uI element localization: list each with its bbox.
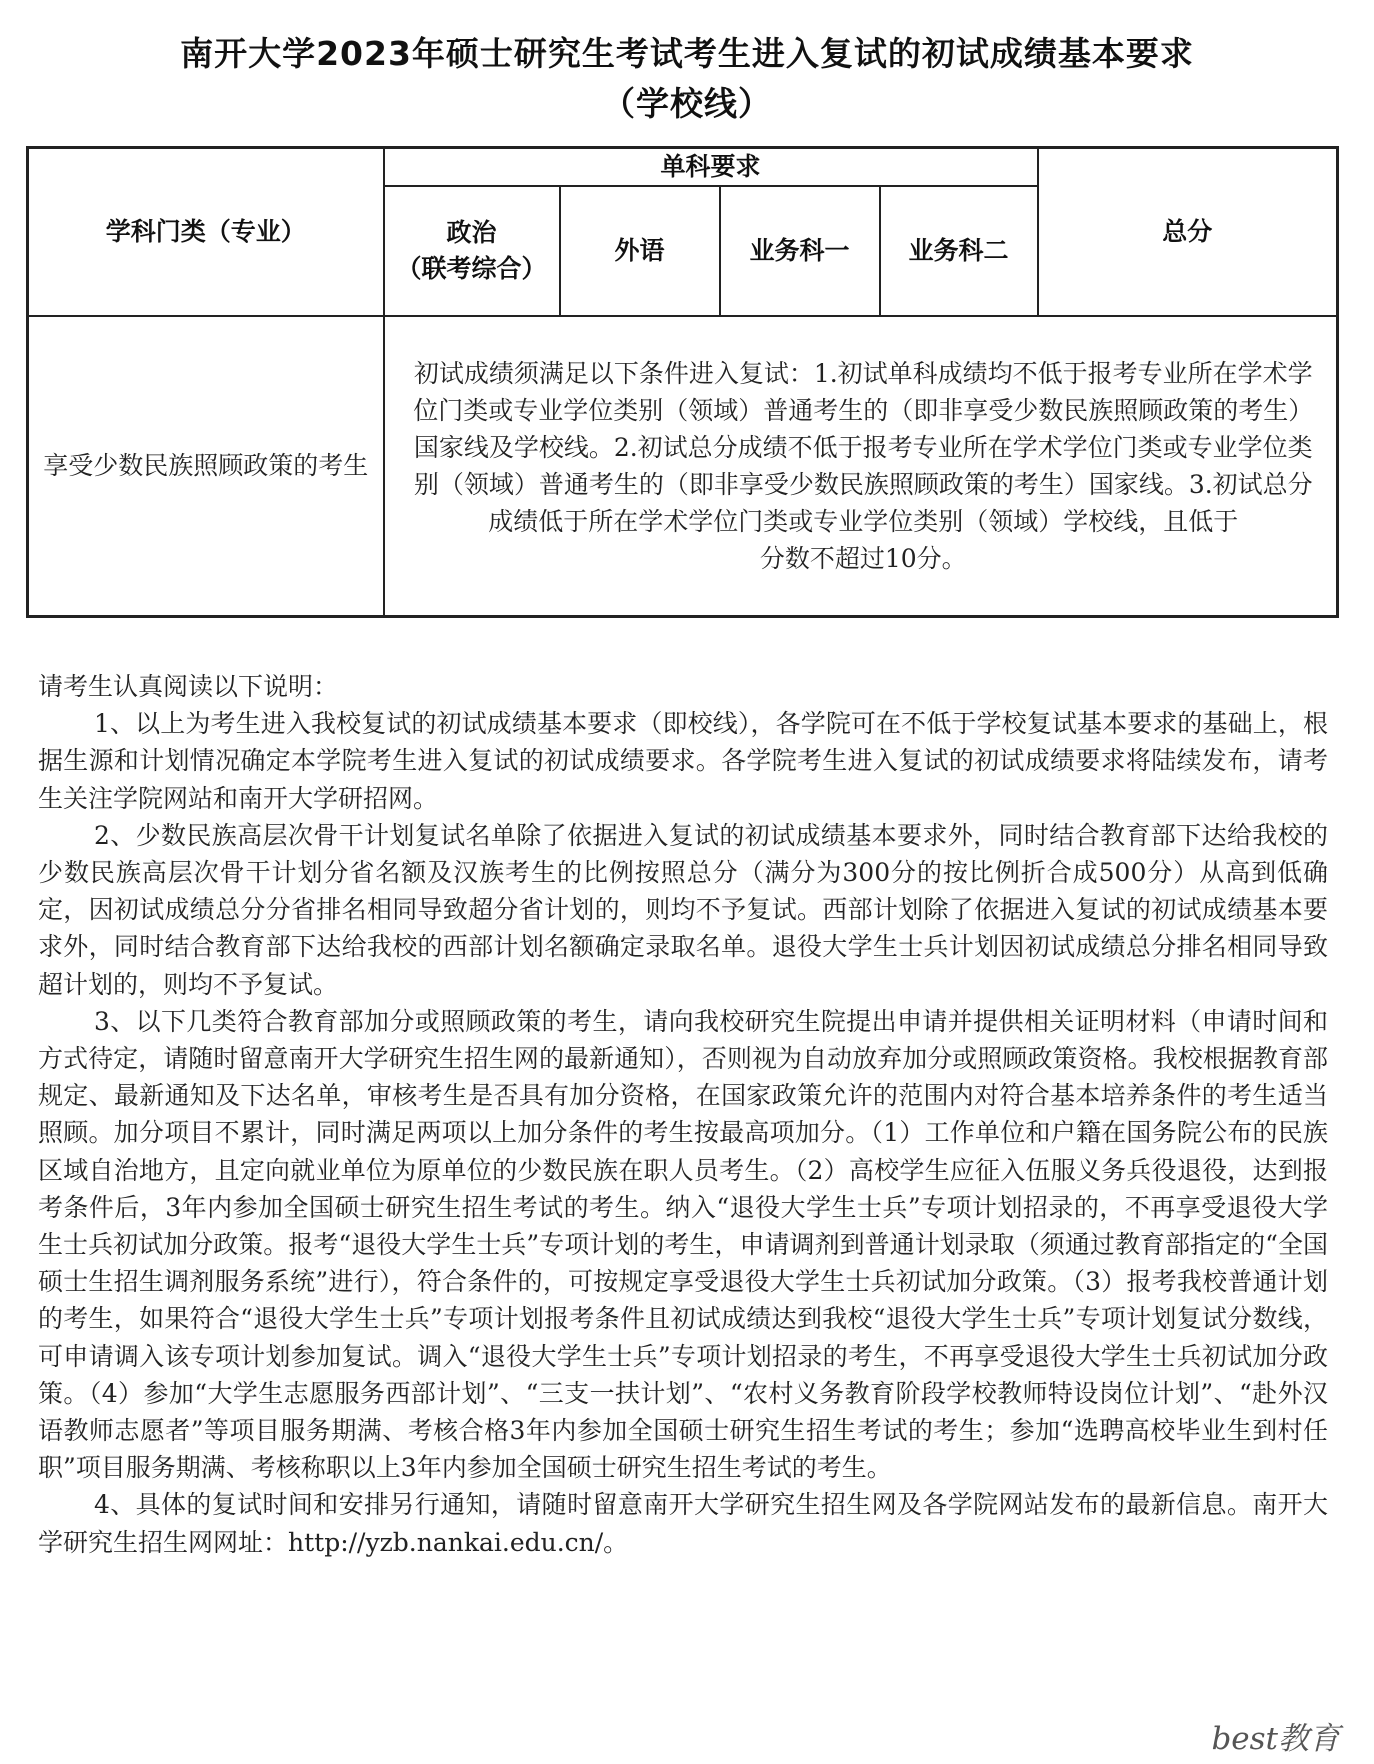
- watermark: best教育: [1211, 1721, 1340, 1757]
- note-item-2: 2、少数民族高层次骨干计划复试名单除了依据进入复试的初试成绩基本要求外，同时结合教育部下达给我校的少数民族高层次骨干计划分省名额及汉族考生的比例按照总分（满分为300分的按比例折合成500分）从高到低确定，因初试成绩总分分省排名相同导致超分省计划的，则均不予复试。西部计划除了依据进入复试的初试成绩基本要求外，同时结合教育部下达给我校的西部计划名额确定录取名单。退役大学生士兵计划因初试成绩总分排名相同导致超计划的，则均不予复试。: [38, 820, 1328, 999]
- note-item-3: 3、以下几类符合教育部加分或照顾政策的考生，请向我校研究生院提出申请并提供相关证明材料（申请时间和方式待定，请随时留意南开大学研究生招生网的最新通知），否则视为自动放弃加分或照顾政策资格。我校根据教育部规定、最新通知及下达名单，审核考生是否具有加分资格，在国家政策允许的范围内对符合基本培养条件的考生适当照顾。加分项目不累计，同时满足两项以上加分条件的考生按最高项加分。（1）工作单位和户籍在国务院公布的民族区域自治地方，且定向就业单位为原单位的少数民族在职人员考生。（2）高校学生应征入伍服义务兵役退役，达到报考条件后，3年内参加全国硕士研究生招生考试的考生。纳入“退役大学生士兵”专项计划招录的，不再享受退役大学生士兵初试加分政策。报考“退役大学生士兵”专项计划的考生，申请调剂到普通计划录取（须通过教育部指定的“全国硕士生招生调剂服务系统”进行），符合条件的，可按规定享受退役大学生士兵初试加分政策。（3）报考我校普通计划的考生，如果符合“退役大学生士兵”专项计划报考条件且初试成绩达到我校“退役大学生士兵”专项计划复试分数线，可申请调入该专项计划参加复试。调入“退役大学生士兵”专项计划招录的考生，不再享受退役大学生士兵初试加分政策。（4）参加“大学生志愿服务西部计划”、“三支一扶计划”、“农村义务教育阶段学校教师特设岗位计划”、“赴外汉语教师志愿者”等项目服务期满、考核合格3年内参加全国硕士研究生招生考试的考生；参加“选聘高校毕业生到村任职”项目服务期满、考核称职以上3年内参加全国硕士研究生招生考试的考生。: [38, 1006, 1328, 1483]
- category-cell: 享受少数民族照顾政策的考生: [28, 316, 384, 616]
- politics-label: 政治: [446, 218, 497, 247]
- foreign-language-header: 外语: [560, 186, 720, 316]
- condition-text: 初试成绩须满足以下条件进入复试：1.初试单科成绩均不低于报考专业所在学术学位门类或专业学位类别（领域）普通考生的（即非享受少数民族照顾政策的考生）国家线及学校线。2.初试总分成绩不低于报考专业所在学术学位门类或专业学位类别（领域）普通考生的（即非享受少数民族照顾政策的考生）国家线。3.初试总分成绩低于所在学术学位门类或专业学位类别（领域）学校线，且低于: [413, 358, 1314, 536]
- major-course-1-header: 业务科一: [720, 186, 880, 316]
- subject-header: 学科门类（专业）: [28, 148, 384, 317]
- requirements-table: [26, 146, 1339, 618]
- page-title: 南开大学2023年硕士研究生考试考生进入复试的初试成绩基本要求: [180, 34, 1194, 73]
- total-header: 总分: [1038, 148, 1338, 317]
- note-item-1: 1、以上为考生进入我校复试的初试成绩基本要求（即校线），各学院可在不低于学校复试基本要求的基础上，根据生源和计划情况确定本学院考生进入复试的初试成绩要求。各学院考生进入复试的初试成绩要求将陆续发布，请考生关注学院网站和南开大学研招网。: [38, 709, 1328, 813]
- notes-section: [38, 668, 1328, 1561]
- condition-cell: [384, 316, 1338, 616]
- politics-header: [384, 186, 560, 316]
- condition-end-text: 分数不超过10分。: [759, 543, 967, 573]
- single-subject-header: 单科要求: [384, 148, 1038, 187]
- politics-sublabel: （联考综合）: [396, 254, 547, 283]
- notes-intro: 请考生认真阅读以下说明：: [38, 672, 339, 701]
- note-item-4: 4、具体的复试时间和安排另行通知，请随时留意南开大学研究生招生网及各学院网站发布的最新信息。南开大学研究生招生网网址：http://yzb.nankai.edu.cn/。: [38, 1490, 1328, 1557]
- page-subtitle: （学校线）: [602, 84, 772, 123]
- major-course-2-header: 业务科二: [880, 186, 1038, 316]
